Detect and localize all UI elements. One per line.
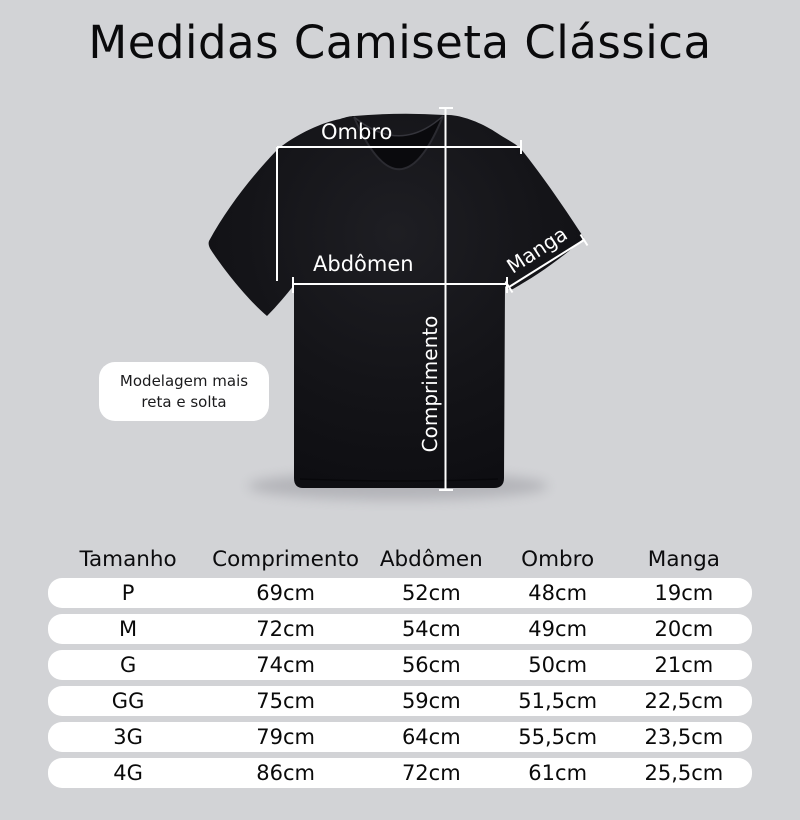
- cell-comprimento: 75cm: [256, 689, 315, 713]
- ombro-label: Ombro: [321, 120, 393, 144]
- table-row: [48, 650, 752, 680]
- comprimento-label: Comprimento: [418, 315, 442, 453]
- cell-manga: 22,5cm: [644, 689, 724, 713]
- header-ombro: Ombro: [521, 546, 595, 572]
- cell-comprimento: 74cm: [256, 653, 315, 677]
- cell-abdomen: 59cm: [401, 689, 461, 713]
- page-title: Medidas Camiseta Clássica: [88, 16, 712, 69]
- cell-abdomen: 52cm: [401, 581, 461, 605]
- cell-ombro: 61cm: [528, 761, 588, 785]
- header-tamanho: Tamanho: [79, 546, 177, 572]
- table-header-row: [48, 544, 752, 574]
- table-row: [48, 614, 752, 644]
- table-row: [48, 686, 752, 716]
- cell-comprimento: 72cm: [256, 617, 315, 641]
- table-row: [48, 578, 752, 608]
- cell-abdomen: 56cm: [401, 653, 461, 677]
- cell-abdomen: 72cm: [401, 761, 461, 785]
- cell-size: 3G: [113, 725, 143, 749]
- cell-manga: 19cm: [654, 581, 714, 605]
- cell-ombro: 50cm: [528, 653, 588, 677]
- cell-manga: 20cm: [654, 617, 714, 641]
- cell-abdomen: 64cm: [401, 725, 461, 749]
- size-table: [48, 544, 752, 794]
- cell-comprimento: 69cm: [256, 581, 315, 605]
- header-comprimento: Comprimento: [212, 546, 360, 572]
- fit-note: Modelagem mais reta e solta: [99, 362, 269, 421]
- cell-size: P: [121, 581, 135, 605]
- cell-size: G: [119, 653, 137, 677]
- cell-size: GG: [111, 689, 145, 713]
- cell-abdomen: 54cm: [401, 617, 461, 641]
- cell-comprimento: 79cm: [256, 725, 315, 749]
- cell-manga: 25,5cm: [644, 761, 724, 785]
- cell-comprimento: 86cm: [256, 761, 315, 785]
- cell-ombro: 48cm: [528, 581, 588, 605]
- cell-size: M: [119, 617, 138, 641]
- abdomen-label: Abdômen: [313, 252, 414, 276]
- cell-size: 4G: [113, 761, 143, 785]
- manga-label: Manga: [502, 221, 572, 279]
- cell-ombro: 51,5cm: [518, 689, 598, 713]
- cell-manga: 23,5cm: [644, 725, 724, 749]
- header-manga: Manga: [647, 546, 720, 572]
- cell-manga: 21cm: [654, 653, 714, 677]
- cell-ombro: 55,5cm: [518, 725, 598, 749]
- table-row: [48, 758, 752, 788]
- cell-ombro: 49cm: [528, 617, 588, 641]
- header-abdomen: Abdômen: [379, 546, 483, 572]
- table-row: [48, 722, 752, 752]
